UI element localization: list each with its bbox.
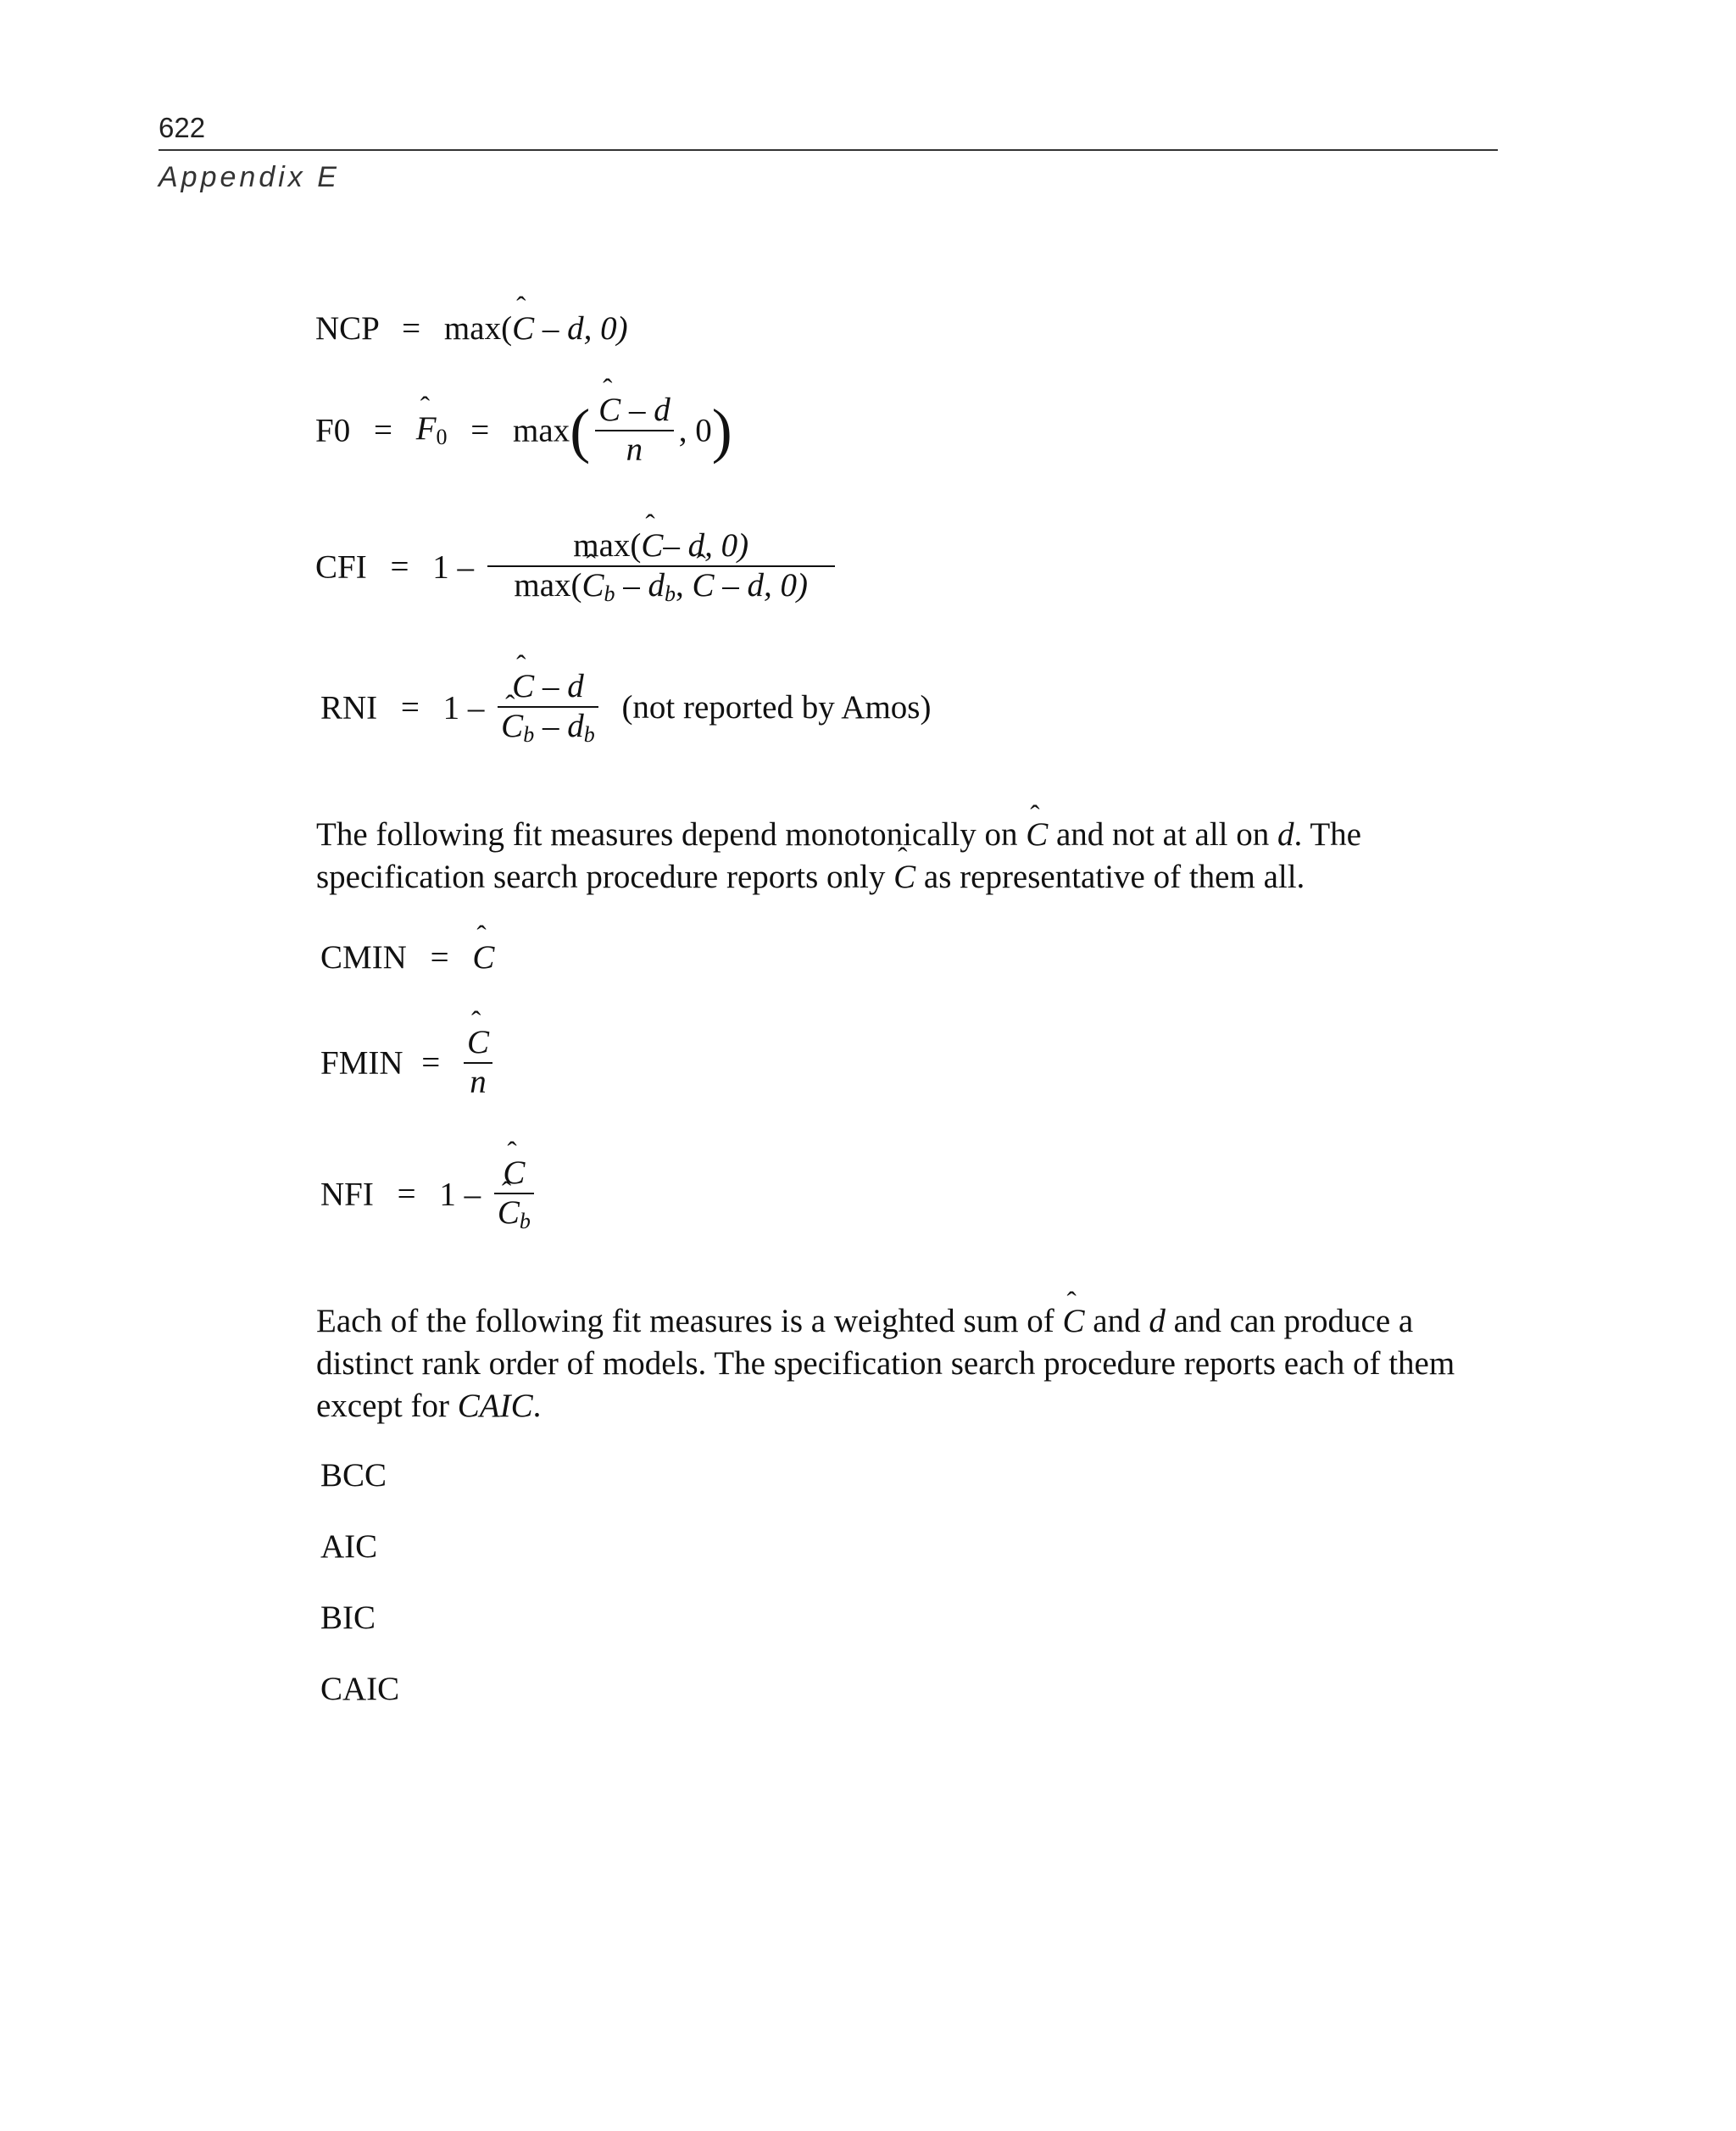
c-hat: ˆ C: [503, 1155, 525, 1193]
c-hat: ˆ C: [582, 567, 604, 605]
equals-sign: =: [430, 939, 449, 976]
f-hat: ˆ F: [416, 412, 437, 445]
page-number: 622: [159, 112, 206, 143]
c-hat: ˆ C: [512, 312, 534, 345]
cfi-label: CFI: [315, 548, 367, 586]
c-hat: ˆ C: [1026, 814, 1048, 856]
f-subscript: 0: [436, 425, 448, 450]
para2-text: and: [1093, 1303, 1141, 1339]
para1-text: The following fit measures depend monotonically on: [316, 816, 1018, 853]
cfi-one-minus: 1 –: [432, 548, 474, 586]
ncp-label: NCP: [315, 310, 379, 347]
caic-italic: CAIC: [457, 1388, 533, 1424]
cfi-num-tail: – d, 0): [663, 527, 749, 564]
paragraph-weighted-sum: [316, 1300, 1503, 1427]
fmin-denominator: n: [470, 1063, 487, 1100]
para1-text: . The: [1294, 816, 1361, 853]
nfi-fraction: [494, 1155, 534, 1234]
c-hat: ˆ C: [498, 1194, 520, 1232]
equals-sign: =: [400, 689, 420, 726]
variable-d: d: [1277, 816, 1294, 853]
cfi-den-prefix: max(: [514, 566, 582, 604]
para2-text: distinct rank order of models. The specification search procedure reports each of them: [316, 1345, 1455, 1382]
f0-fraction: [595, 392, 674, 470]
paragraph-monotonic: [316, 814, 1503, 899]
ncp-rhs-prefix: max(: [443, 310, 513, 347]
equals-sign: =: [421, 1044, 441, 1082]
equation-nfi: [320, 1155, 539, 1234]
c-hat: ˆ C: [641, 527, 663, 565]
para1-text: specification search procedure reports only: [316, 859, 886, 895]
equation-cfi: [315, 527, 840, 607]
rni-one-minus: 1 –: [442, 689, 485, 726]
equation-fmin: [320, 1024, 498, 1102]
equals-sign: =: [390, 548, 409, 586]
cfi-den-mid: – d: [623, 566, 665, 604]
fmin-fraction: [464, 1024, 492, 1102]
rni-fraction: [498, 668, 598, 748]
c-hat: ˆ C: [1063, 1300, 1085, 1343]
para2-text: Each of the following fit measures is a weighted sum of: [316, 1303, 1054, 1339]
equation-ncp: [315, 312, 628, 345]
cfi-den-tail: – d, 0): [722, 566, 809, 604]
c-hat: ˆ C: [598, 392, 620, 430]
fmin-label: FMIN: [320, 1044, 403, 1082]
cfi-fraction: $\frac{\text{max(ˆ C– d, 0)}}{\max(ˆ C_b - d_b, ˆ C - d, 0)}$: [487, 527, 835, 607]
c-hat: ˆ C: [512, 668, 534, 706]
running-head: Appendix E: [159, 161, 340, 193]
subscript-b: b: [665, 581, 676, 606]
f0-tail: , 0: [678, 412, 712, 449]
para2-text: and can produce a: [1173, 1303, 1414, 1339]
cfi-num-prefix: max(: [573, 527, 642, 564]
variable-d: d: [1149, 1303, 1166, 1339]
rni-denominator: – d: [542, 707, 584, 744]
list-item-bic: BIC: [320, 1600, 376, 1636]
list-item-bcc: BCC: [320, 1457, 387, 1494]
f0-label: F0: [315, 412, 351, 449]
subscript-b: b: [519, 1208, 531, 1233]
c-hat: ˆ C: [893, 856, 915, 899]
para2-text: except for: [316, 1388, 449, 1424]
subscript-b: b: [604, 581, 615, 606]
equation-cmin: [320, 941, 494, 974]
nfi-one-minus: 1 –: [439, 1176, 481, 1213]
para1-text: and not at all on: [1056, 816, 1270, 853]
para1-text: as representative of them all.: [923, 859, 1305, 895]
equation-f0: [315, 392, 732, 470]
c-hat: ˆ C: [467, 1024, 489, 1062]
list-item-caic: CAIC: [320, 1671, 400, 1707]
f0-numerator: – d: [628, 392, 670, 428]
f0-denominator: n: [626, 431, 643, 468]
rni-note: (not reported by Amos): [621, 689, 932, 726]
ncp-rhs-suffix: – d, 0): [542, 310, 628, 347]
list-item-aic: AIC: [320, 1528, 378, 1565]
equals-sign: =: [402, 310, 421, 347]
equals-sign: =: [373, 412, 392, 449]
c-hat: ˆ C: [501, 708, 523, 746]
left-paren: (: [570, 396, 591, 465]
rni-numerator: – d: [542, 668, 584, 704]
equation-rni: [320, 668, 931, 748]
equals-sign: =: [470, 412, 490, 449]
equals-sign: =: [397, 1176, 416, 1213]
f0-max: max: [513, 412, 570, 449]
subscript-b: b: [523, 721, 535, 747]
nfi-label: NFI: [320, 1176, 374, 1213]
c-hat: ˆ C: [472, 941, 494, 974]
c-hat: ˆ C: [693, 567, 715, 605]
para2-text: .: [532, 1388, 542, 1424]
cmin-label: CMIN: [320, 939, 407, 976]
right-paren: ): [711, 396, 732, 465]
rni-label: RNI: [320, 689, 378, 726]
subscript-b: b: [583, 721, 595, 747]
